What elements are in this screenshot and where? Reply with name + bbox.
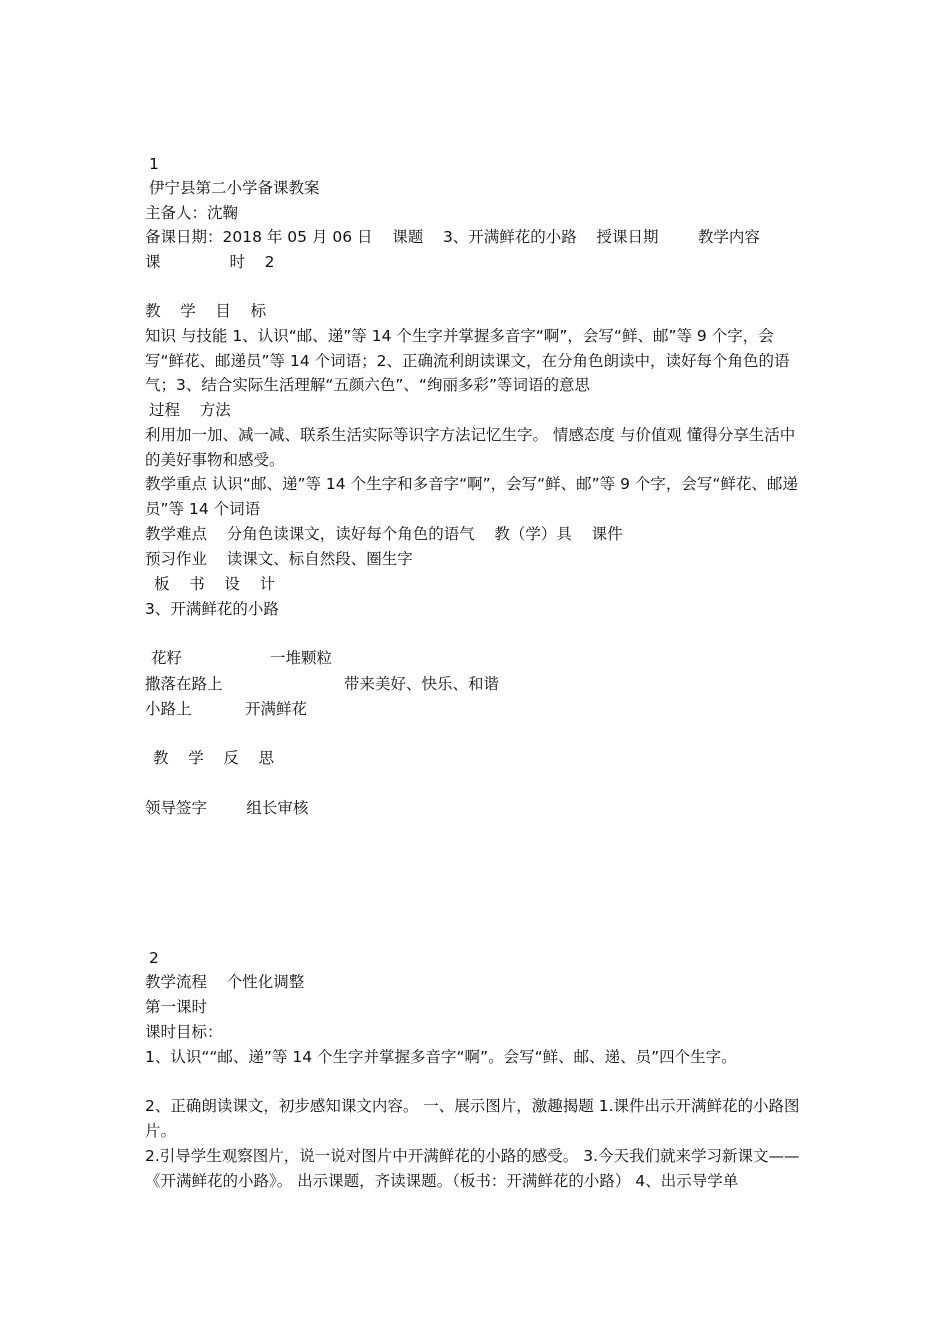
board-road: 小路上 [145, 700, 192, 718]
goal-1: 1、认识““邮、递”等 14 个生字并掌握多音字“啊”。会写“鲜、邮、递、员”四个生字。 [145, 1048, 737, 1066]
goal-2: 2、正确朗读课文，初步感知课文内容。 一、展示图片，激趣揭题 1.课件出示开满鲜花的小路图片。 [145, 1097, 800, 1140]
step-2: 2.引导学生观察图片，说一说对图片中开满鲜花的小路的感受。 3.今天我们就来学习新课文——《开满鲜花的小路》。 出示课题，齐读课题。（板书：开满鲜花的小路） 4、出示导学单 [145, 1147, 800, 1190]
key-points: 教学重点 认识“邮、递”等 14 个生字和多音字“啊”，会写“鲜、邮”等 9 个字，会写“鲜花、邮递员”等 14 个词语 [145, 475, 798, 518]
board-title: 3、开满鲜花的小路 [145, 600, 279, 618]
board-flowers: 开满鲜花 [245, 700, 308, 718]
school-title: 伊宁县第二小学备课教案 [149, 179, 320, 197]
signatures: 领导签字 组长审核 [145, 799, 309, 817]
lesson-goals: 课时目标： [145, 1023, 223, 1041]
board-seeds: 花籽 [151, 649, 183, 667]
page-number: 1 [149, 155, 159, 173]
board-brings: 带来美好、快乐、和谐 [344, 675, 500, 693]
board-heading: 板 书 设 计 [154, 575, 276, 593]
preparer: 主备人：沈鞠 [145, 204, 239, 222]
first-lesson: 第一课时 [145, 998, 208, 1016]
process-method: 利用加一加、减一减、联系生活实际等识字方法记忆生字。 情感态度 与价值观 懂得分享生活中的美好事物和感受。 [145, 426, 796, 469]
board-grains: 一堆颗粒 [270, 649, 333, 667]
flow-heading: 教学流程 个性化调整 [145, 973, 305, 991]
hours-row: 课 时 2 [145, 253, 275, 271]
goals-heading: 教 学 目 标 [145, 302, 267, 320]
page-number-2: 2 [149, 949, 159, 967]
process-method-heading: 过程 方法 [149, 401, 231, 419]
header-row: 备课日期：2018 年 05 月 06 日 课题 3、开满鲜花的小路 授课日期 教学内容 [145, 228, 760, 246]
homework: 预习作业 读课文、标自然段、圈生字 [145, 550, 413, 568]
reflection-heading: 教 学 反 思 [153, 749, 275, 767]
difficulties: 教学难点 分角色读课文，读好每个角色的语气 教（学）具 课件 [145, 525, 623, 543]
knowledge-skills: 知识 与技能 1、认识“邮、递”等 14 个生字并掌握多音字“啊”，会写“鲜、邮”等 9 个字，会写“鲜花、邮递员”等 14 个词语；2、正确流利朗读课文，在分角色朗读中，读好每个角色的语气；3、结合实际生活理解“五颜六色”、“绚丽多彩”等词语的意思 [145, 327, 790, 394]
board-scattered: 撒落在路上 [145, 675, 223, 693]
